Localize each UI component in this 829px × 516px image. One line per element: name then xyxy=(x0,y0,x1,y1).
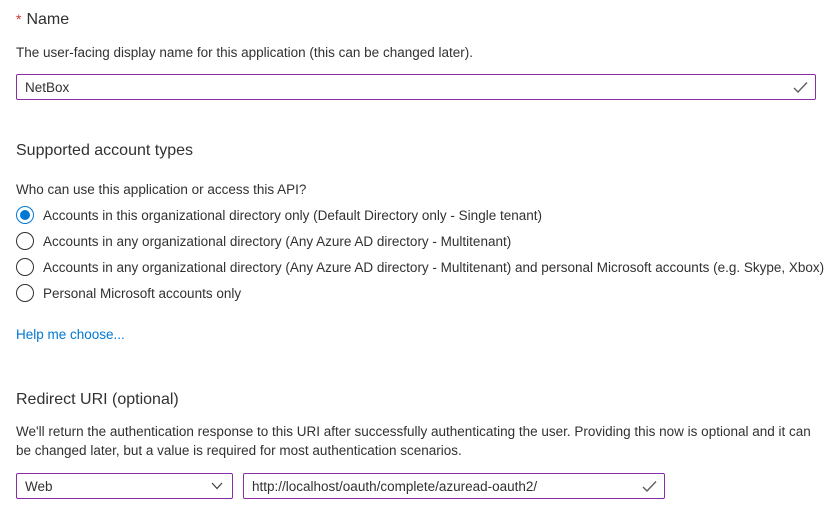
radio-option-label: Accounts in any organizational directory (Any Azure AD directory - Multitenant) and personal Microsoft accounts (e.g. Skype, Xbox) xyxy=(43,259,825,275)
radio-option-multitenant-personal[interactable] xyxy=(16,254,824,280)
platform-selected-value: Web xyxy=(25,478,53,494)
name-field-description: The user-facing display name for this application (this can be changed later). xyxy=(16,45,473,60)
name-field-label xyxy=(16,11,69,29)
platform-select-dropdown[interactable] xyxy=(16,473,233,499)
chevron-down-icon xyxy=(211,482,223,490)
required-asterisk: * xyxy=(16,11,22,27)
help-me-choose-link[interactable]: Help me choose... xyxy=(16,327,125,342)
supported-account-types-heading: Supported account types xyxy=(16,142,194,159)
redirect-uri-input[interactable] xyxy=(243,473,665,499)
radio-option-label: Accounts in this organizational directory only (Default Directory only - Single tenant) xyxy=(43,207,542,223)
radio-button-icon xyxy=(16,232,34,250)
radio-option-label: Accounts in any organizational directory (Any Azure AD directory - Multitenant) xyxy=(43,233,512,249)
radio-option-multitenant[interactable] xyxy=(16,228,511,254)
name-field-label-text: Name xyxy=(26,11,70,28)
radio-button-icon xyxy=(16,258,34,276)
radio-option-single-tenant[interactable] xyxy=(16,202,542,228)
app-name-input[interactable] xyxy=(16,74,816,100)
account-types-question: Who can use this application or access this API? xyxy=(16,182,307,197)
redirect-uri-description: We'll return the authentication response to this URI after successfully authenticating the user. Providing this now is optional and it can be changed later, but a value is required for most authentication scenarios. xyxy=(16,424,811,458)
radio-button-icon xyxy=(16,206,34,224)
redirect-uri-heading: Redirect URI (optional) xyxy=(16,391,179,408)
radio-option-label: Personal Microsoft accounts only xyxy=(43,285,242,301)
radio-button-icon xyxy=(16,284,34,302)
radio-option-personal-only[interactable] xyxy=(16,280,241,306)
